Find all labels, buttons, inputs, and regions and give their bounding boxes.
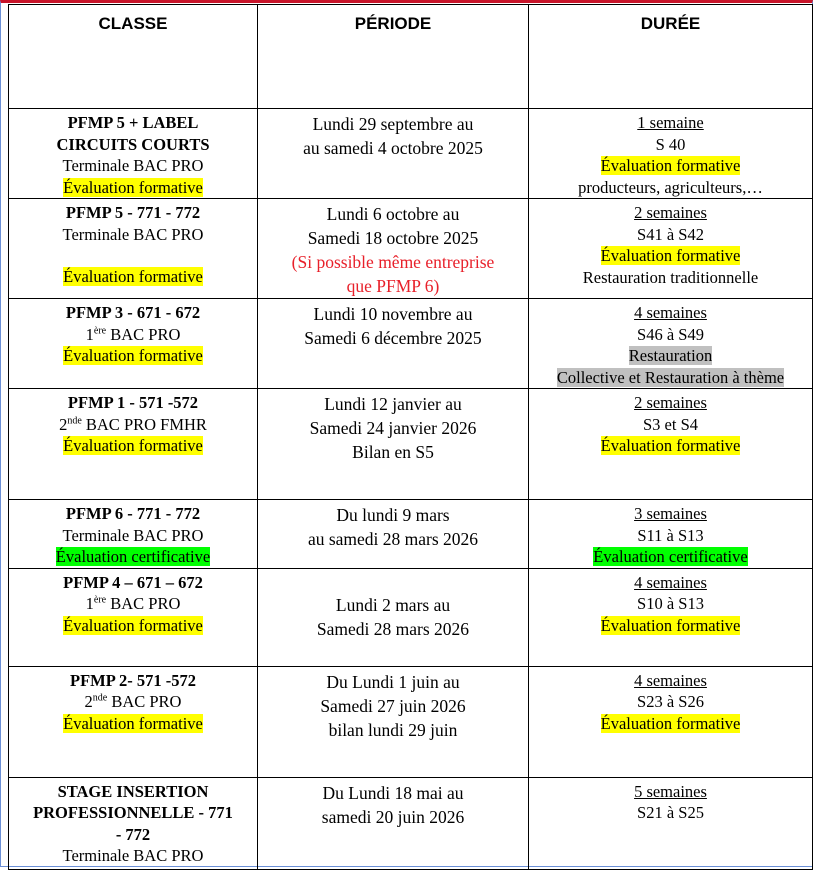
cell-line: [531, 134, 810, 156]
header-classe: CLASSE: [9, 5, 258, 109]
cell-text: - 772: [115, 824, 151, 844]
cell-line: [531, 245, 810, 267]
cell-text: PFMP 6 - 771 - 772: [65, 504, 201, 523]
cell-duree: [529, 777, 813, 869]
cell-line: [260, 392, 526, 416]
cell-duree: [529, 568, 813, 666]
cell-text: S41 à S42: [637, 224, 704, 244]
cell-line: [11, 691, 255, 713]
cell-text: PROFESSIONNELLE - 771: [33, 803, 233, 822]
cell-line: [11, 155, 255, 177]
cell-text: 2 semaines: [634, 393, 707, 412]
cell-text: PFMP 3 - 671 - 672: [65, 303, 201, 322]
cell-text: Terminale BAC PRO: [62, 224, 204, 244]
cell-text: Bilan en S5: [352, 442, 434, 462]
cell-text: Collective et Restauration à thème: [556, 367, 785, 387]
cell-line: [531, 177, 810, 199]
cell-text: Évaluation certificative: [55, 547, 211, 566]
cell-text: 4 semaines: [634, 303, 707, 322]
cell-line: [531, 302, 810, 324]
cell-text: Du lundi 9 mars: [336, 505, 450, 525]
cell-line: [531, 324, 810, 346]
pfmp-schedule-table: [8, 4, 813, 870]
cell-periode: [258, 109, 529, 199]
header-duree: DURÉE: [529, 5, 813, 109]
cell-line: [531, 670, 810, 692]
cell-line: [11, 781, 255, 803]
cell-duree: [529, 199, 813, 299]
cell-text: Évaluation certificative: [593, 547, 748, 566]
cell-text: Lundi 10 novembre au: [313, 304, 473, 324]
cell-line: [531, 345, 810, 367]
cell-text: Évaluation formative: [63, 177, 203, 197]
cell-line: [260, 416, 526, 440]
cell-text: bilan lundi 29 juin: [328, 719, 458, 740]
cell-line: [11, 266, 255, 288]
cell-text: S3 et S4: [642, 414, 698, 434]
cell-line: [531, 224, 810, 246]
cell-text: samedi 20 juin 2026: [321, 806, 465, 827]
class-level-suffix: ère: [93, 325, 107, 336]
cell-text: Terminale BAC PRO: [62, 525, 204, 545]
cell-text: que PFMP 6): [346, 276, 440, 296]
cell-text: 1 semaine: [637, 113, 704, 132]
cell-line: [531, 435, 810, 457]
cell-text: Évaluation formative: [63, 436, 203, 455]
table-row: [9, 568, 813, 666]
cell-text: Restauration: [628, 346, 713, 365]
cell-periode: [258, 666, 529, 777]
cell-line: [11, 615, 255, 637]
cell-text: Évaluation formative: [600, 615, 741, 635]
cell-line: [11, 324, 255, 346]
cell-text: Lundi 6 octobre au: [326, 204, 460, 224]
cell-line: [260, 112, 526, 136]
cell-text: Évaluation formative: [600, 156, 741, 175]
class-level-rest: BAC PRO: [107, 692, 182, 711]
cell-line: [11, 572, 255, 594]
cell-text: Terminale BAC PRO: [62, 846, 204, 865]
cell-line: [260, 202, 526, 226]
cell-line: [11, 345, 255, 367]
cell-text: Du Lundi 18 mai au: [322, 782, 464, 803]
cell-duree: [529, 109, 813, 199]
cell-text: Évaluation formative: [63, 346, 203, 365]
cell-line: [531, 267, 810, 289]
cell-line: [11, 202, 255, 224]
cell-line: [260, 250, 526, 274]
cell-duree: [529, 666, 813, 777]
cell-text: producteurs, agriculteurs,…: [578, 177, 763, 197]
cell-line: [11, 525, 255, 547]
class-level-suffix: nde: [67, 415, 82, 426]
cell-text: PFMP 5 + LABEL: [67, 113, 199, 132]
table-row: [9, 777, 813, 869]
cell-text: (Si possible même entreprise: [291, 252, 495, 272]
cell-line: [260, 805, 526, 829]
cell-classe: [9, 109, 258, 199]
cell-text: Terminale BAC PRO: [62, 156, 204, 175]
cell-line: [11, 134, 255, 156]
cell-line: [260, 503, 526, 527]
cell-line: [531, 414, 810, 436]
cell-periode: [258, 389, 529, 500]
cell-text: S11 à S13: [637, 525, 704, 545]
cell-text: PFMP 5 - 771 - 772: [65, 203, 201, 222]
cell-line: [260, 274, 526, 298]
cell-text: S21 à S25: [637, 803, 704, 822]
cell-text: 5 semaines: [634, 781, 707, 801]
cell-text: Du Lundi 1 juin au: [326, 671, 460, 692]
cell-text: Lundi 29 septembre au: [312, 114, 474, 134]
cell-line: [260, 527, 526, 551]
cell-text: 4 semaines: [634, 572, 707, 592]
cell-line: [11, 302, 255, 324]
table-row: [9, 199, 813, 299]
cell-text: au samedi 28 mars 2026: [307, 529, 479, 549]
cell-line: [260, 326, 526, 350]
cell-periode: [258, 500, 529, 569]
cell-classe: [9, 299, 258, 389]
cell-text: 2 semaines: [634, 203, 707, 222]
cell-classe: [9, 199, 258, 299]
cell-line: [11, 177, 255, 199]
class-level-rest: BAC PRO: [106, 324, 181, 344]
cell-text: S10 à S13: [637, 594, 704, 613]
cell-text: Évaluation formative: [63, 713, 203, 733]
cell-text: STAGE INSERTION: [57, 781, 209, 801]
cell-text: Samedi 18 octobre 2025: [307, 228, 479, 248]
cell-line: [260, 781, 526, 805]
cell-line: [260, 136, 526, 160]
cell-line: [260, 440, 526, 464]
cell-periode: [258, 777, 529, 869]
cell-text: S46 à S49: [637, 324, 704, 344]
cell-line: [260, 617, 526, 641]
cell-text: Samedi 24 janvier 2026: [309, 418, 477, 438]
cell-text: Évaluation formative: [600, 246, 741, 265]
cell-line: [11, 245, 255, 266]
cell-duree: [529, 500, 813, 569]
table-row: [9, 109, 813, 199]
cell-text: Évaluation formative: [63, 615, 203, 635]
cell-classe: [9, 389, 258, 500]
cell-text: Samedi 27 juin 2026: [320, 695, 466, 716]
class-level-rest: BAC PRO: [106, 594, 181, 613]
header-row: [9, 5, 813, 109]
cell-line: [531, 593, 810, 615]
cell-classe: [9, 500, 258, 569]
cell-line: [531, 781, 810, 803]
cell-text: Évaluation formative: [600, 436, 741, 455]
cell-text: Samedi 6 décembre 2025: [304, 328, 482, 348]
cell-line: [531, 202, 810, 224]
cell-periode: [258, 199, 529, 299]
cell-line: [11, 224, 255, 246]
cell-duree: [529, 389, 813, 500]
cell-periode: [258, 568, 529, 666]
cell-text: S 40: [655, 134, 686, 154]
cell-line: [531, 713, 810, 735]
class-level-text: [86, 594, 181, 613]
cell-line: [531, 367, 810, 389]
cell-line: [531, 392, 810, 414]
cell-line: [11, 670, 255, 692]
class-level-text: [86, 325, 181, 344]
cell-classe: [9, 666, 258, 777]
schedule-body: [9, 109, 813, 870]
cell-periode: [258, 299, 529, 389]
cell-line: [531, 546, 810, 568]
cell-text: S23 à S26: [637, 692, 704, 711]
cell-line: [260, 718, 526, 742]
table-row: [9, 500, 813, 569]
cell-line: [11, 392, 255, 414]
cell-line: [531, 155, 810, 177]
cell-text: PFMP 4 – 671 – 672: [63, 572, 203, 592]
cell-line: [260, 694, 526, 718]
cell-line: [531, 503, 810, 525]
class-level-number: 1: [85, 324, 94, 344]
cell-text: Lundi 2 mars au: [335, 594, 451, 615]
cell-line: [531, 112, 810, 134]
cell-line: [11, 546, 255, 568]
cell-line: [11, 824, 255, 846]
cell-text: Restauration traditionnelle: [582, 267, 759, 287]
table-row: [9, 666, 813, 777]
cell-line: [531, 691, 810, 713]
cell-line: [11, 414, 255, 436]
cell-line: [531, 572, 810, 594]
cell-line: [260, 593, 526, 617]
cell-text: 4 semaines: [634, 670, 707, 690]
table-row: [9, 299, 813, 389]
class-level-text: [85, 692, 182, 711]
cell-line: [260, 226, 526, 250]
header-periode: PÉRIODE: [258, 5, 529, 109]
cell-line: [11, 112, 255, 134]
cell-classe: [9, 777, 258, 869]
class-level-number: 2: [84, 692, 93, 711]
cell-text: 3 semaines: [634, 504, 707, 523]
cell-line: [531, 802, 810, 824]
cell-line: [531, 525, 810, 547]
cell-text: Samedi 28 mars 2026: [316, 618, 470, 639]
class-level-number: 1: [85, 594, 94, 613]
cell-text: PFMP 2- 571 -572: [69, 670, 196, 690]
cell-line: [11, 845, 255, 867]
cell-line: [260, 670, 526, 694]
cell-text: Évaluation formative: [600, 713, 741, 733]
cell-line: [11, 503, 255, 525]
class-level-suffix: ère: [93, 594, 107, 606]
cell-line: [11, 593, 255, 615]
cell-line: [531, 615, 810, 637]
class-level-rest: BAC PRO FMHR: [81, 414, 207, 434]
cell-line: [11, 802, 255, 824]
cell-text: Évaluation formative: [63, 267, 203, 286]
cell-line: [11, 435, 255, 457]
cell-text: Lundi 12 janvier au: [324, 394, 462, 414]
cell-duree: [529, 299, 813, 389]
cell-line: [260, 302, 526, 326]
cell-line: [260, 572, 526, 593]
cell-text: CIRCUITS COURTS: [56, 134, 210, 154]
cell-text: au samedi 4 octobre 2025: [303, 138, 483, 158]
table-row: [9, 389, 813, 500]
cell-text: PFMP 1 - 571 -572: [67, 393, 199, 412]
cell-classe: [9, 568, 258, 666]
class-level-text: [59, 415, 207, 434]
class-level-number: 2: [59, 414, 68, 434]
cell-line: [11, 713, 255, 735]
class-level-suffix: nde: [92, 692, 108, 704]
